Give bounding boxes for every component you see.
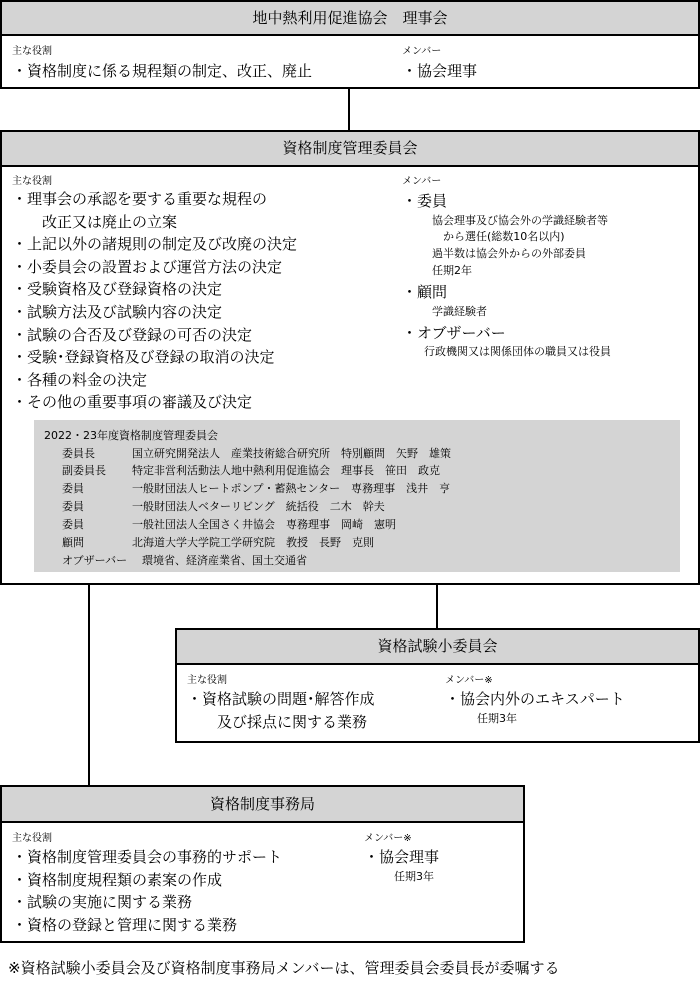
roster-role: 委員 (62, 500, 84, 513)
roster-org: 環境省、経済産業省、国土交通省 (142, 554, 307, 567)
board-box (0, 0, 700, 89)
committee-member-detail: 協会理事及び協会外の学識経験者等 (432, 214, 608, 227)
subcommittee-term: 任期3年 (477, 712, 517, 725)
office-role-item: ・資格の登録と管理に関する業務 (12, 915, 238, 934)
office-roles-list (12, 846, 282, 936)
committee-role-item: ・試験方法及び試験内容の決定 (12, 302, 223, 321)
subcommittee-title: 資格試験小委員会 (177, 630, 698, 665)
board-role-item: ・資格制度に係る規程類の制定、改正、廃止 (12, 62, 313, 80)
roster-role: 副委員長 (62, 464, 106, 477)
roster-org: 北海道大学大学院工学研究院 教授 長野 克則 (132, 536, 374, 549)
footnote: ※資格試験小委員会及び資格制度事務局メンバーは、管理委員会委員長が委嘱する (8, 959, 560, 977)
committee-role-item: 改正又は廃止の立案 (12, 212, 178, 231)
committee-role-item: ・理事会の承認を要する重要な規程の (12, 190, 268, 208)
committee-member-detail: 過半数は協会外からの外部委員 (432, 247, 586, 260)
board-members-label: メンバー (402, 46, 442, 57)
board-member-item: ・協会理事 (402, 62, 478, 80)
board-title: 地中熱利用促進協会 理事会 (2, 2, 698, 36)
office-member-item: ・協会理事 (364, 848, 440, 866)
roster-title: 2022・23年度資格制度管理委員会 (44, 429, 218, 442)
committee-role-item: ・試験の合否及び登録の可否の決定 (12, 325, 253, 344)
committee-box (0, 130, 700, 585)
roster-org: 一般社団法人全国さく井協会 専務理事 岡崎 憲明 (132, 518, 396, 531)
subcommittee-member-item: ・協会内外のエキスパート (445, 690, 625, 708)
board-roles-label: 主な役割 (12, 46, 52, 57)
committee-member-observer: ・オブザーバー (402, 324, 506, 342)
roster-org: 特定非営利活動法人地中熱利用促進協会 理事長 笹田 政克 (132, 464, 440, 477)
connector-board-committee (348, 88, 350, 131)
office-box (0, 785, 525, 943)
roster-role: オブザーバー (62, 554, 128, 567)
subcommittee-members-label: メンバー※ (445, 675, 493, 686)
committee-role-item: ・各種の料金の決定 (12, 370, 148, 389)
committee-role-item: ・その他の重要事項の審議及び決定 (12, 393, 253, 412)
committee-role-item: ・小委員会の設置および運営方法の決定 (12, 257, 283, 276)
subcommittee-roles-label: 主な役割 (187, 675, 227, 686)
roster-panel (34, 420, 680, 572)
committee-member-advisor: ・顧問 (402, 283, 448, 301)
committee-member-member: ・委員 (402, 192, 448, 210)
office-role-item: ・資格制度規程類の素案の作成 (12, 870, 223, 889)
subcommittee-role-item: ・資格試験の問題･解答作成 (187, 690, 375, 708)
committee-member-detail: 任期2年 (432, 264, 472, 277)
office-role-item: ・資格制度管理委員会の事務的サポート (12, 848, 283, 866)
office-title: 資格制度事務局 (2, 787, 523, 823)
committee-members-label: メンバー (402, 176, 442, 187)
roster-org: 国立研究開発法人 産業技術総合研究所 特別顧問 矢野 雄策 (132, 447, 451, 460)
roster-org: 一般財団法人ヒートポンプ・蓄熱センター 専務理事 浅井 亨 (132, 482, 451, 495)
committee-roles-label: 主な役割 (12, 176, 52, 187)
committee-role-item: ・上記以外の諸規則の制定及び改廃の決定 (12, 235, 298, 254)
subcommittee-role-item: 及び採点に関する業務 (187, 713, 368, 731)
connector-committee-subcommittee (436, 584, 438, 629)
office-role-item: ・試験の実施に関する業務 (12, 893, 193, 912)
roster-org: 一般財団法人ベターリビング 統括役 二木 幹夫 (132, 500, 385, 513)
roster-role: 委員 (62, 518, 84, 531)
office-roles-label: 主な役割 (12, 833, 52, 844)
roster-role: 委員 (62, 482, 84, 495)
committee-title: 資格制度管理委員会 (2, 132, 698, 167)
connector-committee-office (88, 584, 90, 786)
committee-roles-list (12, 188, 297, 414)
committee-role-item: ・受験･登録資格及び登録の取消の決定 (12, 348, 275, 367)
subcommittee-box (175, 628, 700, 743)
committee-observer-detail: 行政機関又は関係団体の職員又は役員 (424, 345, 611, 358)
committee-member-detail: から選任(総数10名以内) (432, 230, 565, 243)
office-members-label: メンバー※ (364, 833, 412, 844)
committee-role-item: ・受験資格及び登録資格の決定 (12, 280, 223, 299)
committee-advisor-detail: 学識経験者 (432, 305, 487, 318)
roster-role: 顧問 (62, 536, 84, 549)
office-term: 任期3年 (394, 870, 434, 883)
roster-role: 委員長 (62, 447, 95, 460)
